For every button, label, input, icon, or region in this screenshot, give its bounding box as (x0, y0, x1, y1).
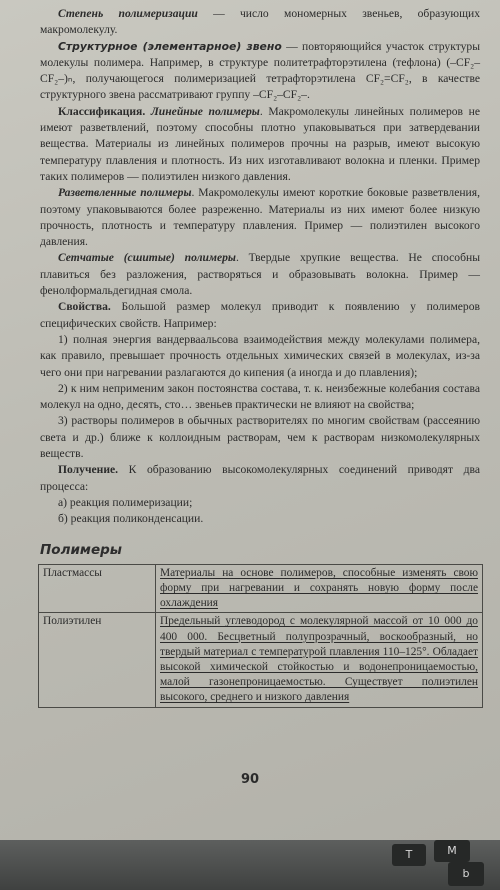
keyboard-key-m: M (434, 840, 470, 862)
heading-classification: Классификация. (58, 104, 151, 118)
table-term: Полиэтилен (39, 613, 156, 707)
term-linear-polymers: Линейные полимеры (150, 104, 260, 118)
page-number: 90 (240, 772, 260, 787)
table-definition: Материалы на основе полимеров, способные изменять свою форму при нагревании и сохранять новую форму после охлаждения (156, 564, 483, 613)
heading-properties: Свойства. (58, 300, 111, 314)
laptop-keyboard (0, 840, 500, 890)
keyboard-key-b: b (448, 862, 484, 886)
section-title: Полимеры (40, 541, 122, 558)
list-item: 3) растворы полимеров в обычных растворителях по многим свойствам (рассеянию света и др.) ближе к коллоидным растворам, чем к растворам низкомолекулярных веществ. (40, 414, 480, 461)
heading-production: Получение. (58, 463, 119, 477)
term-branched-polymers: Разветвленные полимеры (58, 186, 192, 200)
paragraph-classification-linear: Классификация. Линейные полимеры. Макромолекулы линейных полимеров не имеют разветвлений, поэтому способны плотно упаковываться при затвердевании вещества. Материалы из линейных полимеров прочны на разрыв, имеют высокую температуру плавления и плотность. Из них изготавливают волокна и пленки. Пример таких полимеров — полиэтилен низкого давления. (40, 104, 480, 183)
keyboard-key-t: T (392, 844, 426, 866)
term-structural-unit: Структурное (элементарное) звено (58, 39, 282, 53)
term-degree-of-polymerization: Степень полимеризации (58, 7, 198, 20)
term-crosslinked-polymers: Сетчатые (сшитые) полимеры (58, 251, 236, 265)
paragraph-branched: Разветвленные полимеры. Макромолекулы имеют короткие боковые разветвления, поэтому упаковываются более разреженно. Материалы из них имеют более низкую прочность, плотность и температуру плавления. Пример — полиэтилен высокого давления. (40, 186, 480, 249)
table-row (39, 564, 483, 613)
list-item: а) реакция полимеризации; (58, 495, 193, 509)
list-item: б) реакция поликонденсации. (58, 512, 204, 526)
table-definition: Предельный углеводород с молекулярной массой от 10 000 до 400 000. Бесцветный полупрозрачный, воскообразный, но твердый материал с температурой плавления 110–125°. Обладает высокой химической стойкостью и водонепроницаемостью, малой газонепроницаемостью. Существует полиэтилен высокого, среднего и низкого давления (156, 613, 483, 707)
list-item: 2) к ним неприменим закон постоянства состава, т. к. неизбежные колебания состава молекул на одно, десять, сто… звеньев практически не влияют на свойства; (40, 381, 480, 412)
paragraph-properties: Свойства. Большой размер молекул приводит к появлению у полимеров специфических свойств. Например: (40, 300, 480, 330)
paragraph-degree-of-polymerization: Степень полимеризации — число мономерных звеньев, образующих макромолекулу. (40, 7, 480, 37)
definitions-table (38, 564, 483, 708)
list-item: 1) полная энергия вандерваальсова взаимодействия между молекулами полимера, как правило, превышает прочность отдельных химических связей в молекулах, из-за чего они при нагревании разлагаются до кипения (а иногда и до плавления); (40, 332, 480, 379)
table-term: Пластмассы (39, 564, 156, 613)
table-row (39, 613, 483, 707)
page-content (40, 6, 480, 708)
paragraph-crosslinked: Сетчатые (сшитые) полимеры. Твердые хрупкие вещества. Не способны плавиться без разложения, растворяться и образовывать волокна. Пример — фенолформальдегидная смола. (40, 251, 480, 298)
paragraph-structural-unit: Структурное (элементарное) звено — повторяющийся участок структуры молекулы полимера. Например, в структуре политетрафторэтилена (тефлона) (–CF₂–CF₂–)ₙ, получающегося полимеризацией тетрафторэтилена CF₂=CF₂, в качестве структурного звена рассматривают группу –CF₂–CF₂–. (40, 39, 480, 102)
paragraph-production: Получение. К образованию высокомолекулярных соединений приводят два процесса: (40, 463, 480, 493)
